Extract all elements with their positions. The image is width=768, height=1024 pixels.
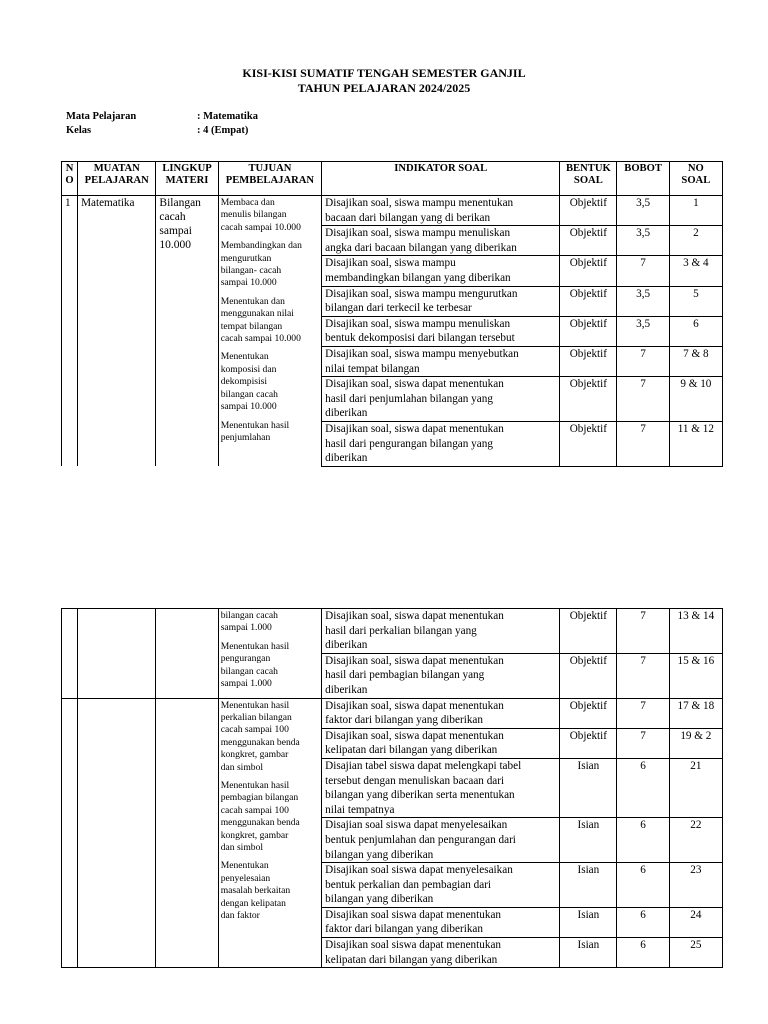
indikator-cell (322, 938, 560, 968)
text-line: hasil dari penjumlahan bilangan yang (325, 392, 493, 405)
no-soal-cell: 9 & 10 (669, 377, 722, 422)
text-line: Membandingkan dan (220, 240, 302, 252)
bentuk-cell: Isian (560, 758, 617, 817)
text-line: dekompisisi (220, 376, 268, 388)
bobot-cell: 3,5 (617, 196, 669, 226)
muatan-cell (78, 609, 156, 699)
text-line: Menentukan hasil (220, 640, 290, 652)
no-soal-cell: 23 (669, 863, 722, 908)
text-line: Disajikan soal, siswa dapat menentukan (325, 422, 504, 435)
row-number (62, 609, 78, 699)
bobot-cell: 3,5 (617, 286, 669, 316)
header-indikator: INDIKATOR SOAL (322, 162, 560, 196)
text-line: menggunakan nilai (220, 308, 294, 320)
meta-label: Kelas (66, 125, 92, 136)
text-line: tempat bilangan (220, 320, 283, 332)
indikator-cell (322, 346, 560, 376)
indikator-cell (322, 226, 560, 256)
tujuan-item (221, 780, 319, 854)
lingkup-cell (156, 698, 218, 968)
text-line: bilangan cacah (220, 610, 278, 621)
text-line: diberikan (325, 407, 368, 420)
text-line: sampai 10.000 (220, 401, 277, 413)
bentuk-cell: Objektif (560, 653, 617, 698)
text-line: bentuk penjumlahan dan pengurangan dari (325, 833, 516, 846)
text-line: Disajikan soal, siswa mampu menuliskan (325, 227, 511, 240)
indikator-cell (322, 256, 560, 286)
indikator-cell (322, 758, 560, 817)
bobot-cell: 7 (617, 346, 669, 376)
bentuk-cell: Isian (560, 907, 617, 937)
bentuk-cell: Objektif (560, 609, 617, 654)
no-soal-cell: 19 & 2 (669, 728, 722, 758)
meta-info (66, 110, 258, 138)
document-title: KISI-KISI SUMATIF TENGAH SEMESTER GANJIL (242, 66, 526, 80)
meta-value: : 4 (Empat) (197, 125, 249, 136)
document-subtitle: TAHUN PELAJARAN 2024/2025 (297, 81, 471, 95)
text-line: kongkret, gambar (220, 829, 289, 841)
text-line: Menentukan hasil (220, 419, 290, 431)
text-line: pengurangan (220, 653, 271, 665)
text-line: dan faktor (220, 910, 260, 922)
table-header-row (62, 162, 723, 196)
meta-label: Mata Pelajaran (66, 111, 137, 122)
header-bobot: BOBOT (617, 162, 669, 196)
text-line: Disajian tabel siswa dapat melengkapi tabel (325, 759, 522, 772)
document-header (0, 66, 768, 96)
tujuan-item (221, 420, 319, 445)
header-muatan: MUATAN PELAJARAN (78, 162, 156, 196)
text-line: faktor dari bilangan yang diberikan (325, 923, 483, 936)
text-line: Menentukan (220, 860, 269, 872)
bentuk-cell: Objektif (560, 286, 617, 316)
text-line: bilangan yang diberikan (325, 893, 434, 906)
no-soal-cell: 15 & 16 (669, 653, 722, 698)
indikator-cell (322, 728, 560, 758)
tujuan-cell (218, 698, 321, 968)
table-row (62, 698, 723, 728)
bentuk-cell: Objektif (560, 226, 617, 256)
no-soal-cell: 13 & 14 (669, 609, 722, 654)
text-line: masalah berkaitan (220, 885, 291, 897)
bentuk-cell: Objektif (560, 346, 617, 376)
indikator-cell (322, 818, 560, 863)
text-line: kongkret, gambar (220, 749, 289, 761)
text-line: bentuk perkalian dan pembagian dari (325, 878, 492, 891)
text-line: tersebut dengan menuliskan bacaan dari (325, 774, 505, 787)
text-line: Disajikan soal siswa dapat menentukan (325, 908, 502, 921)
no-soal-cell: 3 & 4 (669, 256, 722, 286)
text-line: kelipatan dari bilangan yang diberikan (325, 744, 498, 757)
indikator-cell (322, 316, 560, 346)
bentuk-cell: Isian (560, 863, 617, 908)
text-line: membandingkan bilangan yang diberikan (325, 271, 511, 284)
meta-value: : Matematika (197, 111, 258, 122)
bentuk-cell: Objektif (560, 196, 617, 226)
text-line: bilangan- cacah (220, 265, 282, 277)
text-line: perkalian bilangan (220, 711, 292, 723)
text-line: Menentukan dan (220, 295, 285, 307)
text-line: Disajikan soal, siswa mampu menyebutkan (325, 347, 519, 360)
text-line: pembagian bilangan (220, 792, 299, 804)
bobot-cell: 6 (617, 907, 669, 937)
text-line: kelipatan dari bilangan yang diberikan (325, 953, 498, 966)
indikator-cell (322, 863, 560, 908)
bentuk-cell: Objektif (560, 377, 617, 422)
text-line: faktor dari bilangan yang diberikan (325, 714, 483, 727)
text-line: Disajikan soal, siswa dapat menentukan (325, 654, 504, 667)
table-row (62, 196, 723, 226)
lingkup-cell: Bilangan cacah sampai 10.000 (156, 196, 218, 467)
header-lingkup: LINGKUP MATERI (156, 162, 218, 196)
text-line: angka dari bacaan bilangan yang diberikan (325, 241, 517, 254)
bobot-cell: 7 (617, 609, 669, 654)
no-soal-cell: 25 (669, 938, 722, 968)
kisi-kisi-table-continued (61, 608, 723, 968)
no-soal-cell: 1 (669, 196, 722, 226)
text-line: dengan kelipatan (220, 897, 286, 909)
header-tujuan: TUJUAN PEMBELAJARAN (218, 162, 321, 196)
tujuan-item (221, 240, 319, 290)
header-bentuk: BENTUK SOAL (560, 162, 617, 196)
tujuan-cell (218, 196, 321, 467)
text-line: Disajikan soal, siswa mampu (325, 257, 456, 270)
text-line: menggunakan benda (220, 736, 300, 748)
lingkup-cell (156, 609, 218, 699)
text-line: bilangan yang diberikan (325, 848, 434, 861)
tujuan-item (221, 860, 319, 922)
text-line: hasil dari pengurangan bilangan yang (325, 437, 493, 450)
no-soal-cell: 17 & 18 (669, 698, 722, 728)
indikator-cell (322, 698, 560, 728)
text-line: cacah sampai 100 (220, 724, 289, 736)
text-line: Disajikan soal, siswa dapat menentukan (325, 729, 504, 742)
row-number (62, 698, 78, 968)
bobot-cell: 7 (617, 698, 669, 728)
bobot-cell: 3,5 (617, 226, 669, 256)
no-soal-cell: 21 (669, 758, 722, 817)
text-line: Disajikan soal siswa dapat menentukan (325, 939, 502, 952)
tujuan-item (221, 197, 319, 234)
tujuan-item (221, 296, 319, 346)
header-no-soal: NO SOAL (669, 162, 722, 196)
text-line: sampai 1.000 (220, 678, 272, 690)
no-soal-cell: 2 (669, 226, 722, 256)
bentuk-cell: Objektif (560, 728, 617, 758)
bentuk-cell: Objektif (560, 698, 617, 728)
tujuan-item (221, 351, 319, 413)
indikator-cell (322, 907, 560, 937)
bentuk-cell: Objektif (560, 256, 617, 286)
bobot-cell: 7 (617, 653, 669, 698)
indikator-cell (322, 286, 560, 316)
text-line: Menentukan hasil (220, 780, 290, 791)
no-soal-cell: 11 & 12 (669, 421, 722, 466)
text-line: Disajikan soal, siswa dapat menentukan (325, 699, 504, 712)
tujuan-item (221, 610, 319, 635)
text-line: cacah sampai 10.000 (220, 333, 301, 345)
text-line: bilangan dari terkecil ke terbesar (325, 302, 472, 315)
text-line: nilai tempatnya (325, 803, 395, 816)
row-number: 1 (62, 196, 78, 467)
text-line: diberikan (325, 452, 368, 465)
text-line: sampai 1.000 (220, 622, 272, 634)
bentuk-cell: Isian (560, 818, 617, 863)
text-line: Membaca dan (220, 197, 275, 208)
meta-row (66, 110, 258, 124)
table-row (62, 609, 723, 654)
tujuan-item (221, 641, 319, 691)
bobot-cell: 6 (617, 818, 669, 863)
text-line: penyelesaian (220, 872, 271, 884)
header-no: N O (62, 162, 78, 196)
text-line: bilangan cacah (220, 665, 278, 677)
no-soal-cell: 5 (669, 286, 722, 316)
bobot-cell: 7 (617, 377, 669, 422)
text-line: Disajikan soal, siswa dapat menentukan (325, 378, 504, 391)
bobot-cell: 6 (617, 938, 669, 968)
text-line: bentuk dekomposisi dari bilangan tersebut (325, 332, 515, 345)
text-line: Disajikan soal, siswa mampu menentukan (325, 197, 514, 209)
tujuan-cell (218, 609, 321, 699)
text-line: diberikan (325, 639, 368, 652)
no-soal-cell: 7 & 8 (669, 346, 722, 376)
indikator-cell (322, 421, 560, 466)
text-line: penjumlahan (220, 431, 271, 443)
text-line: hasil dari pembagian bilangan yang (325, 669, 485, 682)
indikator-cell (322, 609, 560, 654)
text-line: cacah sampai 10.000 (220, 221, 301, 233)
bobot-cell: 6 (617, 758, 669, 817)
text-line: dan simbol (220, 842, 264, 854)
text-line: hasil dari perkalian bilangan yang (325, 624, 477, 637)
text-line: diberikan (325, 683, 368, 696)
text-line: menulis bilangan (220, 209, 287, 221)
no-soal-cell: 22 (669, 818, 722, 863)
text-line: dan simbol (220, 761, 264, 773)
bobot-cell: 6 (617, 863, 669, 908)
bentuk-cell: Objektif (560, 421, 617, 466)
text-line: Menentukan (220, 351, 269, 363)
text-line: Disajikan soal, siswa mampu menuliskan (325, 317, 511, 330)
tujuan-item (221, 700, 319, 774)
bobot-cell: 3,5 (617, 316, 669, 346)
text-line: bilangan yang diberikan serta menentukan (325, 789, 515, 802)
muatan-cell: Matematika (78, 196, 156, 467)
text-line: Menentukan hasil (220, 699, 290, 711)
bentuk-cell: Objektif (560, 316, 617, 346)
text-line: sampai 10.000 (220, 277, 277, 289)
text-line: bilangan cacah (220, 388, 278, 400)
bobot-cell: 7 (617, 728, 669, 758)
text-line: menggunakan benda (220, 817, 300, 829)
indikator-cell (322, 653, 560, 698)
text-line: cacah sampai 100 (220, 804, 289, 816)
bentuk-cell: Isian (560, 938, 617, 968)
text-line: mengurutkan (220, 252, 272, 264)
muatan-cell (78, 698, 156, 968)
indikator-cell (322, 196, 560, 226)
indikator-cell (322, 377, 560, 422)
text-line: Disajikan soal, siswa dapat menentukan (325, 610, 504, 622)
text-line: Disajian soal siswa dapat menyelesaikan (325, 819, 508, 832)
no-soal-cell: 6 (669, 316, 722, 346)
bobot-cell: 7 (617, 256, 669, 286)
kisi-kisi-table (61, 161, 723, 467)
no-soal-cell: 24 (669, 907, 722, 937)
text-line: komposisi dan (220, 363, 277, 375)
bobot-cell: 7 (617, 421, 669, 466)
meta-row (66, 124, 258, 138)
text-line: nilai tempat bilangan (325, 362, 420, 375)
text-line: Disajikan soal siswa dapat menyelesaikan (325, 864, 513, 877)
text-line: Disajikan soal, siswa mampu mengurutkan (325, 287, 518, 300)
text-line: bacaan dari bilangan yang di berikan (325, 211, 491, 224)
